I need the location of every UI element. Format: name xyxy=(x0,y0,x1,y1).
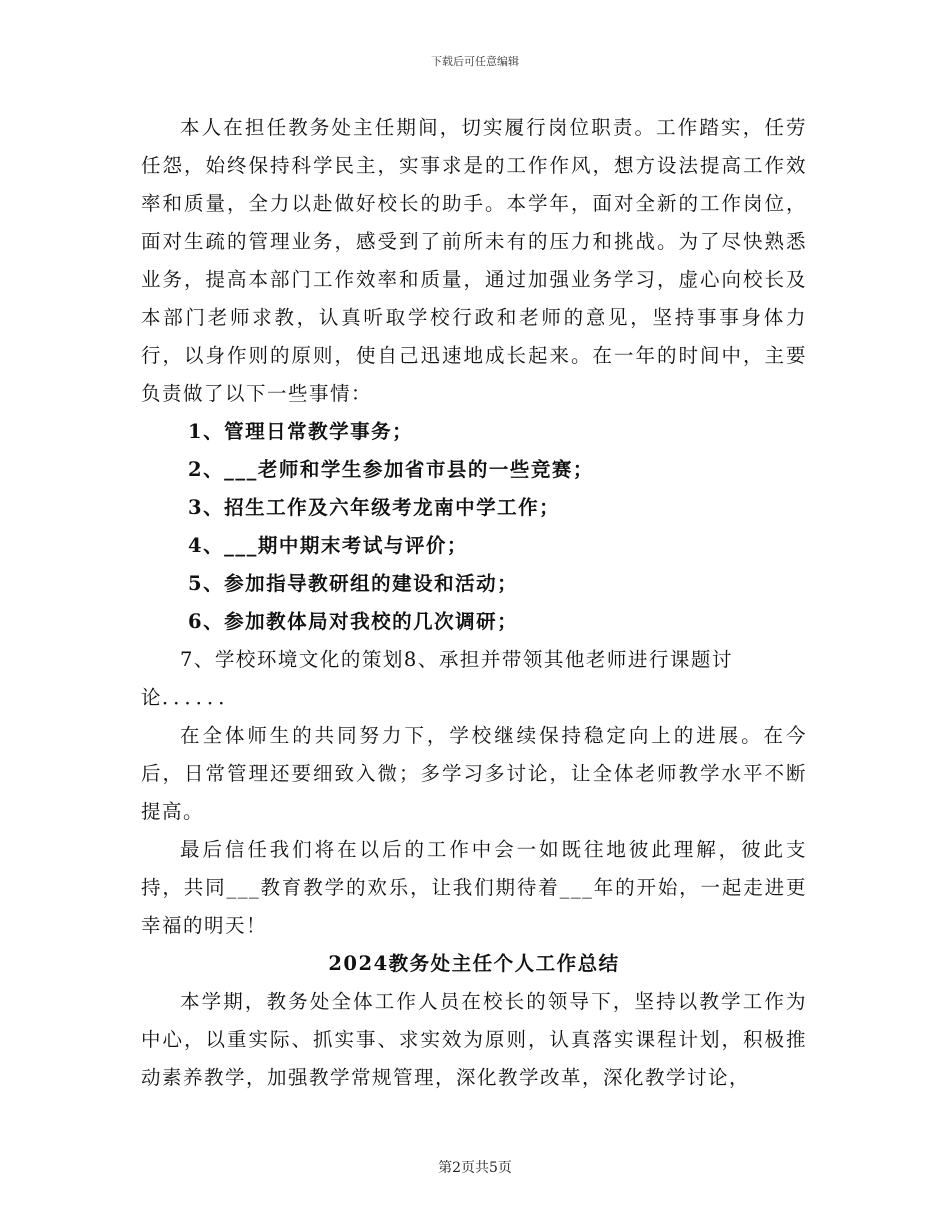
list-item: 6、参加教体局对我校的几次调研； xyxy=(188,610,519,633)
list-item: 1、管理日常教学事务； xyxy=(188,420,414,443)
list-item: 5、参加指导教研组的建设和活动； xyxy=(188,572,519,595)
document-body xyxy=(141,109,807,1097)
paragraph-closing: 最后信任我们将在以后的工作中会一如既往地彼此理解，彼此支持，共同___教育教学的欢乐，让我们期待着___年的开始，一起走进更幸福的明天！ xyxy=(141,838,807,937)
list-item: 3、招生工作及六年级考龙南中学工作； xyxy=(188,496,561,519)
page-number: 第2页共5页 xyxy=(438,1160,512,1176)
list-item: 4、___期中期末考试与评价； xyxy=(188,534,468,557)
list-item-7: 7、学校环境文化的策划8、承担并带领其他老师进行课题讨论．．．．．． xyxy=(141,648,733,709)
list-item: 2、___老师和学生参加省市县的一些竞赛； xyxy=(188,458,594,481)
page-header-note: 下载后可任意编辑 xyxy=(431,55,519,68)
paragraph-intro: 本人在担任教务处主任期间，切实履行岗位职责。工作踏实，任劳任怨，始终保持科学民主，实事求是的工作作风，想方设法提高工作效率和质量，全力以赴做好校长的助手。本学年，面对全新的工作岗位，面对生疏的管理业务，感受到了前所未有的压力和挑战。为了尽快熟悉业务，提高本部门工作效率和质量，通过加强业务学习，虚心向校长及本部门老师求教，认真听取学校行政和老师的意见，坚持事事身体力行，以身作则的原则，使自己迅速地成长起来。在一年的时间中，主要负责做了以下一些事情： xyxy=(141,116,807,405)
paragraph-progress: 在全体师生的共同努力下，学校继续保持稳定向上的进展。在今后，日常管理还要细致入微；多学习多讨论，让全体老师教学水平不断提高。 xyxy=(141,724,807,823)
section-title: 2024教务处主任个人工作总结 xyxy=(328,952,620,975)
paragraph-summary: 本学期，教务处全体工作人员在校长的领导下，坚持以教学工作为中心，以重实际、抓实事、求实效为原则，认真落实课程计划，积极推动素养教学，加强教学常规管理，深化教学改革，深化教学讨论， xyxy=(141,990,807,1089)
